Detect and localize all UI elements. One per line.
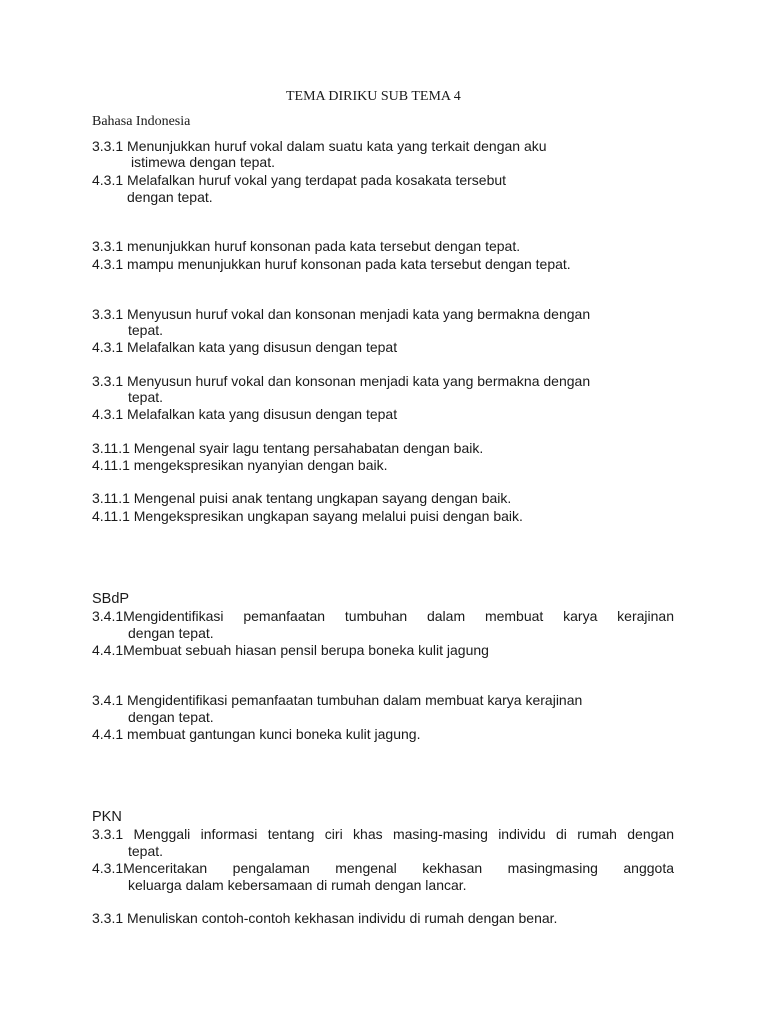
- section-heading-pkn: PKN: [92, 809, 122, 825]
- indicator-line: 4.3.1 Melafalkan huruf vokal yang terdapat pada kosakata tersebut: [92, 172, 507, 188]
- indicator-line: 4.11.1 mengekspresikan nyanyian dengan baik.: [92, 457, 388, 473]
- indicator-line: 3.4.1 Mengidentifikasi pemanfaatan tumbuhan dalam membuat karya kerajinan: [92, 692, 583, 708]
- indicator-line: 4.3.1 mampu menunjukkan huruf konsonan pada kata tersebut dengan tepat.: [92, 256, 571, 272]
- indicator-line: 4.11.1 Mengekspresikan ungkapan sayang melalui puisi dengan baik.: [92, 508, 523, 524]
- indicator-line-continuation: tepat.: [128, 389, 164, 405]
- indicator-line: 3.3.1 Menunjukkan huruf vokal dalam suatu kata yang terkait dengan aku: [92, 138, 547, 154]
- indicator-line-justified: 3.4.1Mengidentifikasi pemanfaatan tumbuhan dalam membuat karya kerajinan: [92, 608, 674, 624]
- section-heading-bahasa-indonesia: Bahasa Indonesia: [92, 114, 191, 129]
- indicator-line: 3.3.1 menunjukkan huruf konsonan pada kata tersebut dengan tepat.: [92, 238, 521, 254]
- indicator-line: 4.4.1Membuat sebuah hiasan pensil berupa boneka kulit jagung: [92, 642, 489, 658]
- indicator-line-continuation: keluarga dalam kebersamaan di rumah dengan lancar.: [128, 877, 467, 893]
- section-heading-sbdp: SBdP: [92, 591, 130, 607]
- indicator-line-justified: 3.3.1 Menggali informasi tentang ciri khas masing-masing individu di rumah dengan: [92, 826, 674, 842]
- indicator-line-justified: 4.3.1Menceritakan pengalaman mengenal kekhasan masingmasing anggota: [92, 860, 674, 876]
- indicator-line: 3.11.1 Mengenal syair lagu tentang persahabatan dengan baik.: [92, 440, 484, 456]
- indicator-line-continuation: dengan tepat.: [128, 709, 214, 725]
- indicator-line-continuation: dengan tepat.: [128, 625, 214, 641]
- indicator-line-continuation: tepat.: [128, 322, 164, 338]
- indicator-line: 3.3.1 Menyusun huruf vokal dan konsonan menjadi kata yang bermakna dengan: [92, 373, 591, 389]
- document-title: TEMA DIRIKU SUB TEMA 4: [286, 89, 461, 104]
- indicator-line: 3.3.1 Menyusun huruf vokal dan konsonan menjadi kata yang bermakna dengan: [92, 306, 591, 322]
- indicator-line-continuation: tepat.: [128, 843, 164, 859]
- indicator-line-continuation: istimewa dengan tepat.: [131, 154, 275, 170]
- indicator-line-continuation: dengan tepat.: [127, 189, 213, 205]
- indicator-line: 3.3.1 Menuliskan contoh-contoh kekhasan individu di rumah dengan benar.: [92, 910, 558, 926]
- indicator-line: 4.3.1 Melafalkan kata yang disusun dengan tepat: [92, 406, 398, 422]
- indicator-line: 4.3.1 Melafalkan kata yang disusun dengan tepat: [92, 339, 398, 355]
- indicator-line: 4.4.1 membuat gantungan kunci boneka kulit jagung.: [92, 726, 421, 742]
- indicator-line: 3.11.1 Mengenal puisi anak tentang ungkapan sayang dengan baik.: [92, 490, 512, 506]
